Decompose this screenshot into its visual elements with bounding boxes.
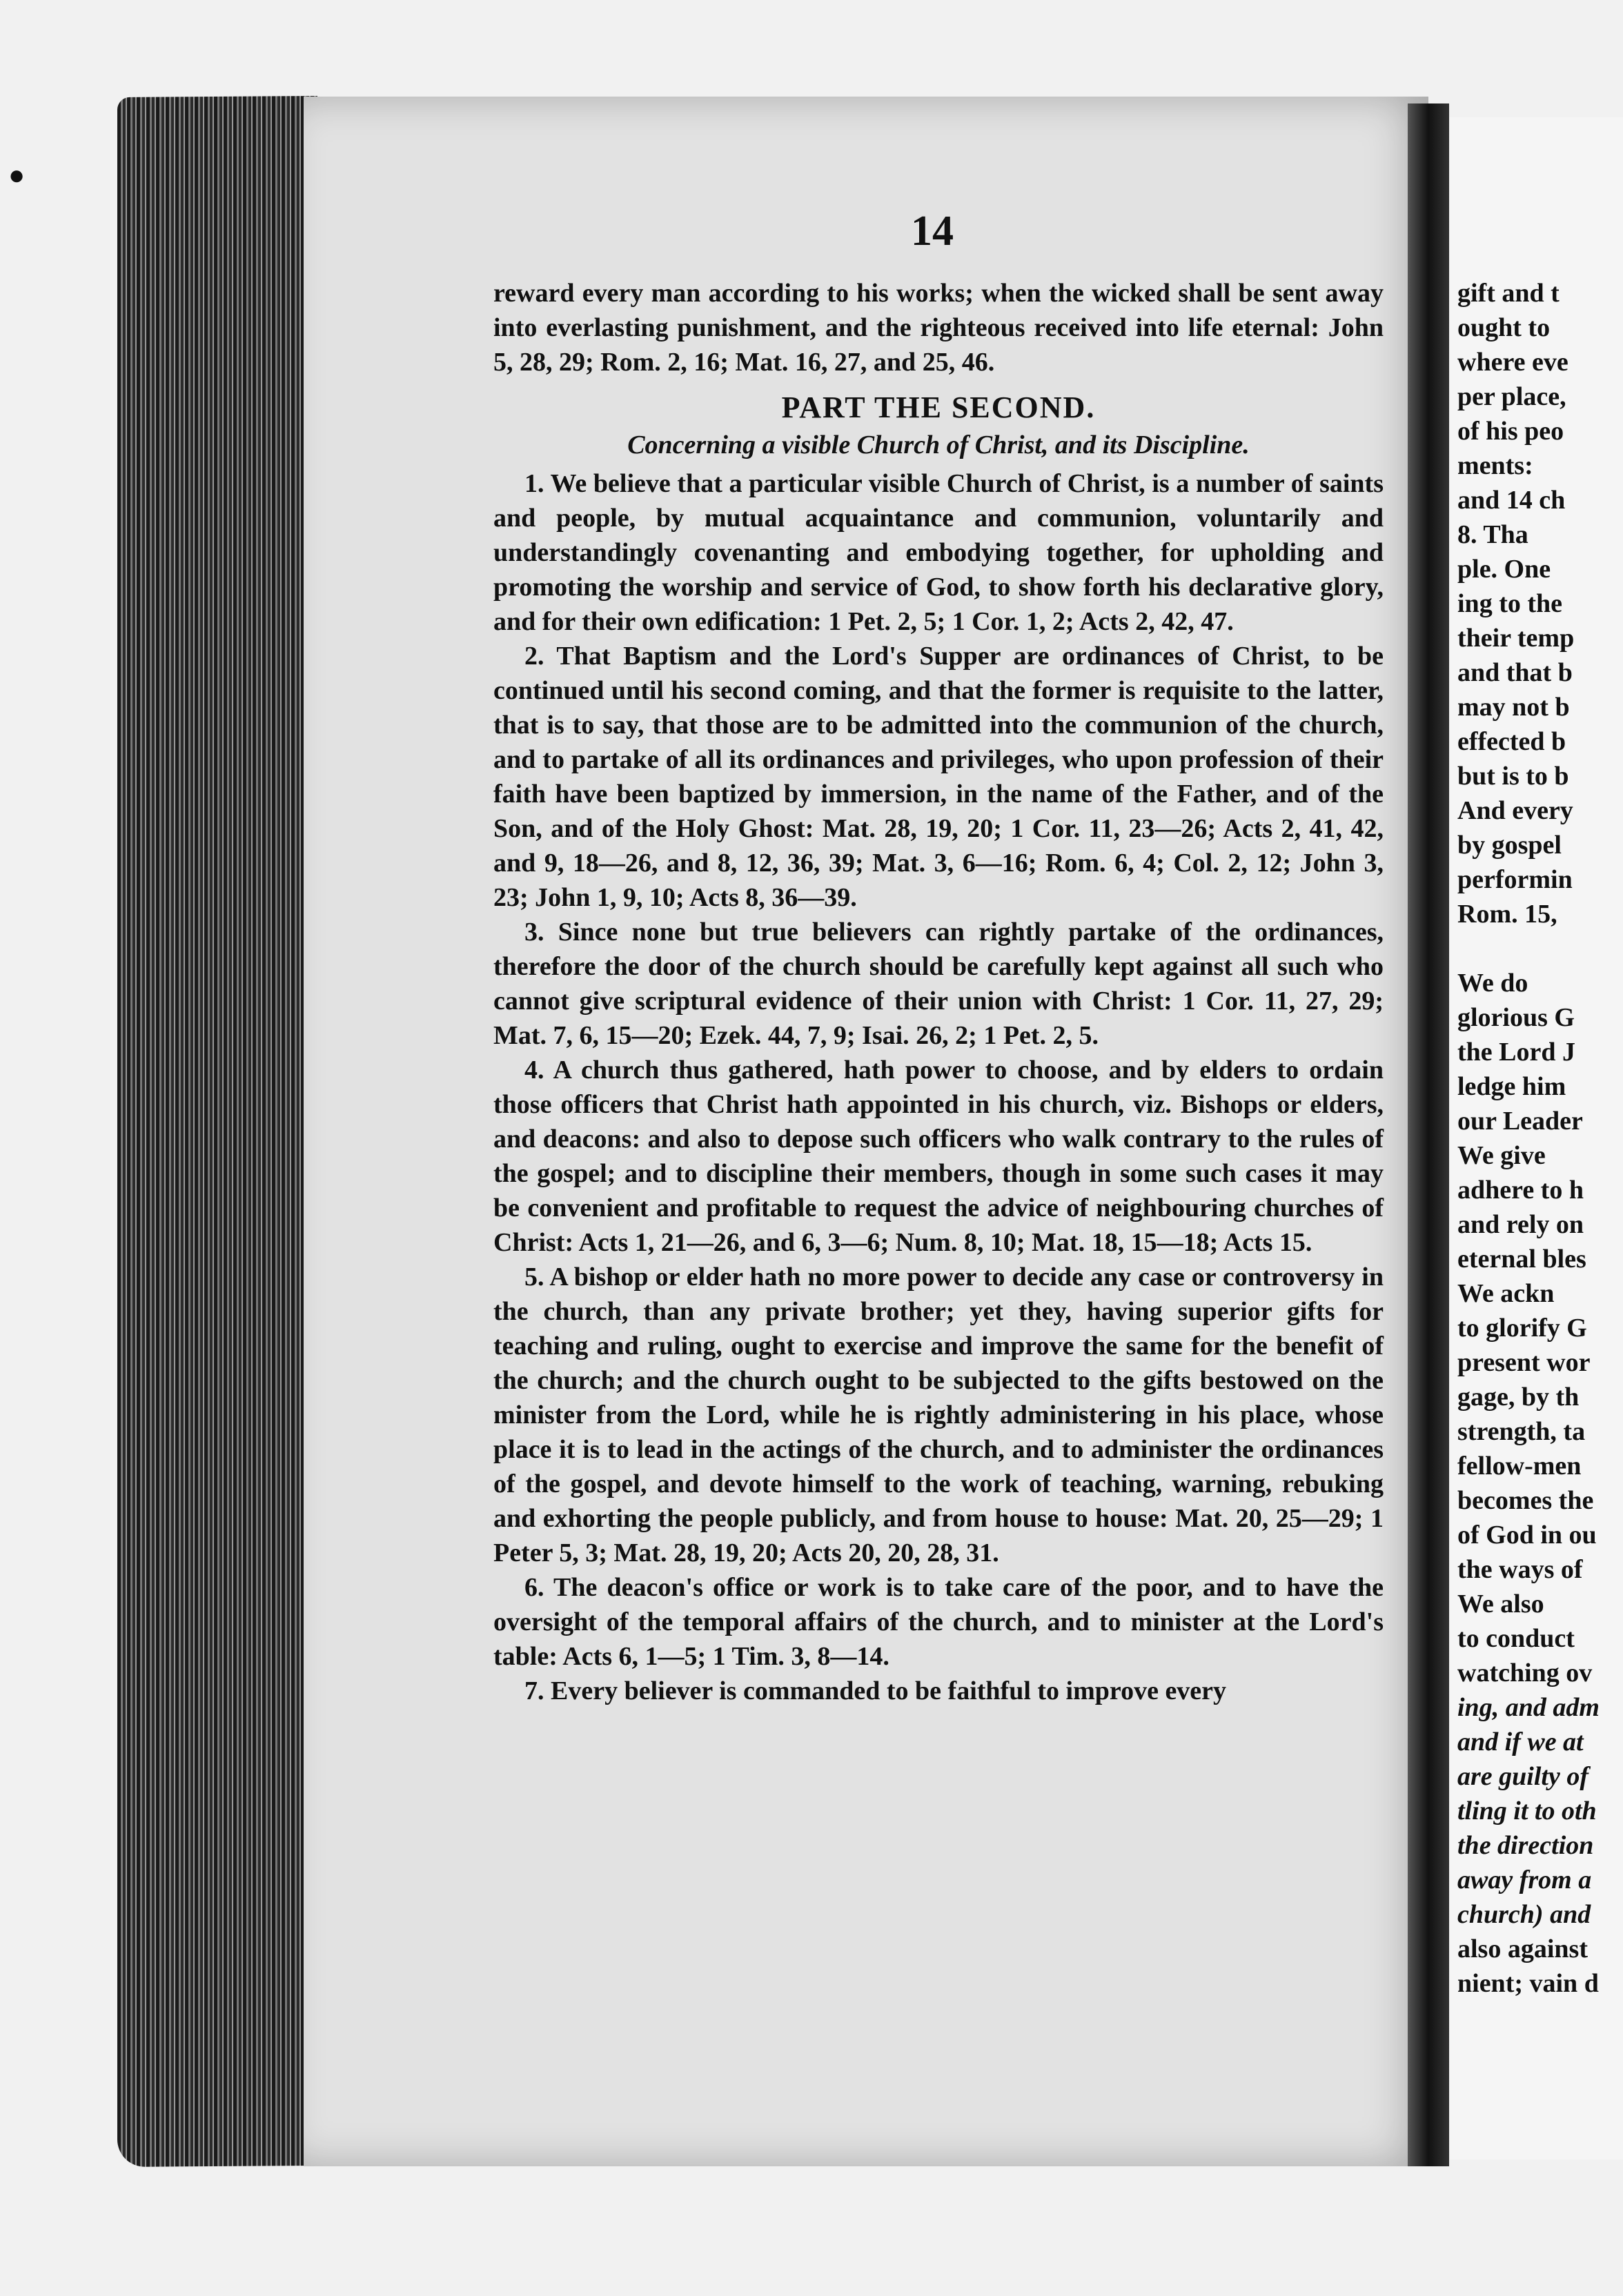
right-page-line: to glorify G bbox=[1457, 1314, 1587, 1343]
article-3: 3. Since none but true believers can rightly partake of the ordinances, therefore the door of the church should be carefully kept against all such who cannot give scriptural evidence of their union with Christ: 1 Cor. 11, 27, 29; Mat. 7, 6, 15—20; Ezek. 44, 7, 9; Isai. 26, 2; 1 Pet. 2, 5. bbox=[493, 918, 1384, 1050]
right-page-line: We ackn bbox=[1457, 1279, 1555, 1308]
article-7: 7. Every believer is commanded to be faithful to improve every bbox=[524, 1676, 1227, 1705]
right-page-line: Rom. 15, bbox=[1457, 900, 1557, 929]
article-2: 2. That Baptism and the Lord's Supper are ordinances of Christ, to be continued until his second coming, and that the former is requisite to the latter, that is to say, that those are to be admitted into the communion of the church, and to partake of all its ordinances and privileges, who upon profession of their faith have been baptized by immersion, in the name of the Father, and of the Son, and of the Holy Ghost: Mat. 28, 19, 20; 1 Cor. 11, 23—26; Acts 2, 41, 42, and 9, 18—26, and 8, 12, 36, 39; Mat. 3, 6—16; Rom. 6, 4; Col. 2, 12; John 3, 23; John 1, 9, 10; Acts 8, 36—39. bbox=[493, 642, 1384, 912]
right-page-line: gage, by th bbox=[1457, 1383, 1580, 1412]
right-page-line: present wor bbox=[1457, 1348, 1591, 1377]
right-page-line: the Lord J bbox=[1457, 1038, 1575, 1067]
right-page-line: our Leader bbox=[1457, 1107, 1583, 1136]
article-6: 6. The deacon's office or work is to take care of the poor, and to have the oversight of the temporal affairs of the church, and to minister at the Lord's table: Acts 6, 1—5; 1 Tim. 3, 8—14. bbox=[493, 1573, 1384, 1671]
right-page-text bbox=[1457, 276, 1623, 2001]
right-page-line: becomes the bbox=[1457, 1486, 1594, 1515]
right-page-line: their temp bbox=[1457, 624, 1575, 653]
right-page-line: watching ov bbox=[1457, 1659, 1593, 1688]
right-page-line: where eve bbox=[1457, 348, 1568, 377]
right-page-line: may not b bbox=[1457, 693, 1570, 722]
right-page-line: the ways of bbox=[1457, 1555, 1583, 1584]
right-page-line: away from a bbox=[1457, 1866, 1592, 1894]
right-page-line: and rely on bbox=[1457, 1210, 1584, 1239]
right-page-line: tling it to oth bbox=[1457, 1797, 1597, 1825]
right-page-line: fellow-men bbox=[1457, 1452, 1582, 1481]
right-page-line: glorious G bbox=[1457, 1003, 1575, 1032]
right-page-line: We also bbox=[1457, 1590, 1544, 1619]
right-page-line: strength, ta bbox=[1457, 1417, 1586, 1446]
opening-paragraph: reward every man according to his works; when the wicked shall be sent away into everlasting punishment, and the righteous received into life eternal: John 5, 28, 29; Rom. 2, 16; Mat. 16, 27, and 25, 46. bbox=[493, 279, 1384, 377]
right-page-line: are guilty of bbox=[1457, 1762, 1588, 1791]
book-gutter bbox=[1408, 103, 1449, 2166]
book-page-edges bbox=[117, 96, 317, 2167]
right-page-line: 8. Tha bbox=[1457, 520, 1528, 549]
scan-speck: ● bbox=[8, 159, 26, 190]
right-page-line: ought to bbox=[1457, 313, 1551, 342]
article-1: 1. We believe that a particular visible Church of Christ, is a number of saints and people, by mutual acquaintance and communion, voluntarily and understandingly covenanting and embodying together, for upholding and promoting the worship and service of God, to show forth his declarative glory, and for their own edification: 1 Pet. 2, 5; 1 Cor. 1, 2; Acts 2, 42, 47. bbox=[493, 469, 1384, 636]
page-number: 14 bbox=[911, 208, 954, 255]
right-page-blank-line bbox=[1457, 931, 1623, 966]
right-page-line: effected b bbox=[1457, 727, 1566, 756]
right-page-line: And every bbox=[1457, 796, 1573, 825]
left-page-text bbox=[493, 276, 1384, 1708]
right-page-line: also against bbox=[1457, 1934, 1588, 1963]
right-page-line: of his peo bbox=[1457, 417, 1564, 446]
right-page-line: to conduct bbox=[1457, 1624, 1575, 1653]
right-page-line: ments: bbox=[1457, 451, 1533, 480]
article-4: 4. A church thus gathered, hath power to choose, and by elders to ordain those officers that Christ hath appointed in his church, viz. Bishops or elders, and deacons: and also to depose such officers who walk contrary to the rules of the gospel; and to discipline their members, though in some such cases it may be convenient and profitable to request the advice of neighbouring churches of Christ: Acts 1, 21—26, and 6, 3—6; Num. 8, 10; Mat. 18, 15—18; Acts 15. bbox=[493, 1056, 1384, 1257]
right-page-line: We do bbox=[1457, 969, 1528, 998]
right-page-line: per place, bbox=[1457, 382, 1566, 411]
right-page-line: ing to the bbox=[1457, 589, 1562, 618]
right-page-line: and if we at bbox=[1457, 1728, 1584, 1756]
right-page-line: and that b bbox=[1457, 658, 1573, 687]
right-page-line: of God in ou bbox=[1457, 1521, 1597, 1550]
right-page-line: adhere to h bbox=[1457, 1176, 1584, 1205]
right-page-line: ing, and adm bbox=[1457, 1693, 1600, 1722]
right-page-line: performin bbox=[1457, 865, 1573, 894]
right-page-line: and 14 ch bbox=[1457, 486, 1566, 515]
right-page-line: eternal bles bbox=[1457, 1245, 1586, 1274]
right-page-line: ledge him bbox=[1457, 1072, 1566, 1101]
right-page-line: by gospel bbox=[1457, 831, 1562, 860]
right-page-line: nient; vain d bbox=[1457, 1969, 1599, 1998]
right-page-line: gift and t bbox=[1457, 279, 1560, 308]
right-page-line: but is to b bbox=[1457, 762, 1569, 791]
article-5: 5. A bishop or elder hath no more power to decide any case or controversy in the church, than any private brother; yet they, having superior gifts for teaching and ruling, ought to exercise and improve the same for the benefit of the church; and the church ought to be subjected to the gifts bestowed on the minister from the Lord, while he is rightly administering in his place, whose place it is to lead in the actings of the church, and to administer the ordinances of the gospel, and devote himself to the work of teaching, warning, rebuking and exhorting the people publicly, and from house to house: Mat. 20, 25—29; 1 Peter 5, 3; Mat. 28, 19, 20; Acts 20, 20, 28, 31. bbox=[493, 1263, 1384, 1567]
part-title: PART THE SECOND. bbox=[781, 390, 1096, 424]
right-page-line: We give bbox=[1457, 1141, 1546, 1170]
right-page-line: the direction bbox=[1457, 1831, 1594, 1860]
right-page-line: church) and bbox=[1457, 1900, 1591, 1929]
part-subtitle: Concerning a visible Church of Christ, and its Discipline. bbox=[627, 430, 1250, 459]
right-page-line: ple. One bbox=[1457, 555, 1551, 584]
